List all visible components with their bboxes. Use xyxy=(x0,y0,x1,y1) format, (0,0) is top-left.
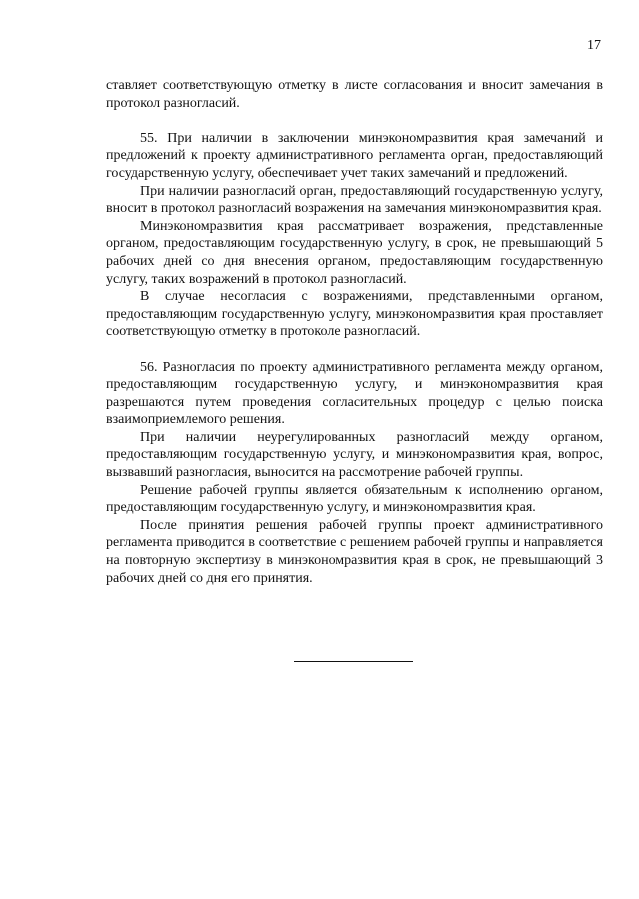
paragraph-55-disagreement: В случае несогласия с возражениями, представленными органом, предоставляющим государственную услугу, минэкономразвития края проставляет соответствующую отметку в протоколе разногласий. xyxy=(106,289,603,340)
paragraph-56: 56. Разногласия по проекту административного регламента между органом, предоставляющим государственную услугу, и минэкономразвития края разрешаются путем проведения согласительных процедур с целью поиска взаимоприемлемого решения. xyxy=(106,359,603,428)
paragraph-55: 55. При наличии в заключении минэкономразвития края замечаний и предложений к проекту административного регламента орган, предоставляющий государственную услугу, обеспечивает учет таких замечаний и предложений. xyxy=(106,130,603,181)
paragraph-56-unresolved: При наличии неурегулированных разногласий между органом, предоставляющим государственную услугу, и минэкономразвития края, вопрос, вызвавший разногласия, выносится на рассмотрение рабочей группы. xyxy=(106,429,603,481)
page-number: 17 xyxy=(587,38,601,53)
paragraph-55-objections: При наличии разногласий орган, предоставляющий государственную услугу, вносит в протокол разногласий возражения на замечания минэкономразвития края. xyxy=(106,183,603,217)
paragraph-55-review: Минэкономразвития края рассматривает возражения, представленные органом, предоставляющим государственную услугу, в срок, не превышающий 5 рабочих дней со дня внесения органом, предоставляющим государственную услугу, таких возражений в протокол разногласий. xyxy=(106,218,603,287)
body-text xyxy=(106,77,603,587)
end-divider xyxy=(294,661,413,662)
paragraph-56-resubmission: После принятия решения рабочей группы проект административного регламента приводится в соответствие с решением рабочей группы и направляется на повторную экспертизу в минэкономразвития края в срок, не превышающий 3 рабочих дней со дня его принятия. xyxy=(106,517,603,586)
paragraph-56-decision: Решение рабочей группы является обязательным к исполнению органом, предоставляющим государственную услугу, и минэкономразвития края. xyxy=(106,482,603,516)
paragraph-continuation: ставляет соответствующую отметку в листе согласования и вносит замечания в протокол разногласий. xyxy=(106,78,603,111)
